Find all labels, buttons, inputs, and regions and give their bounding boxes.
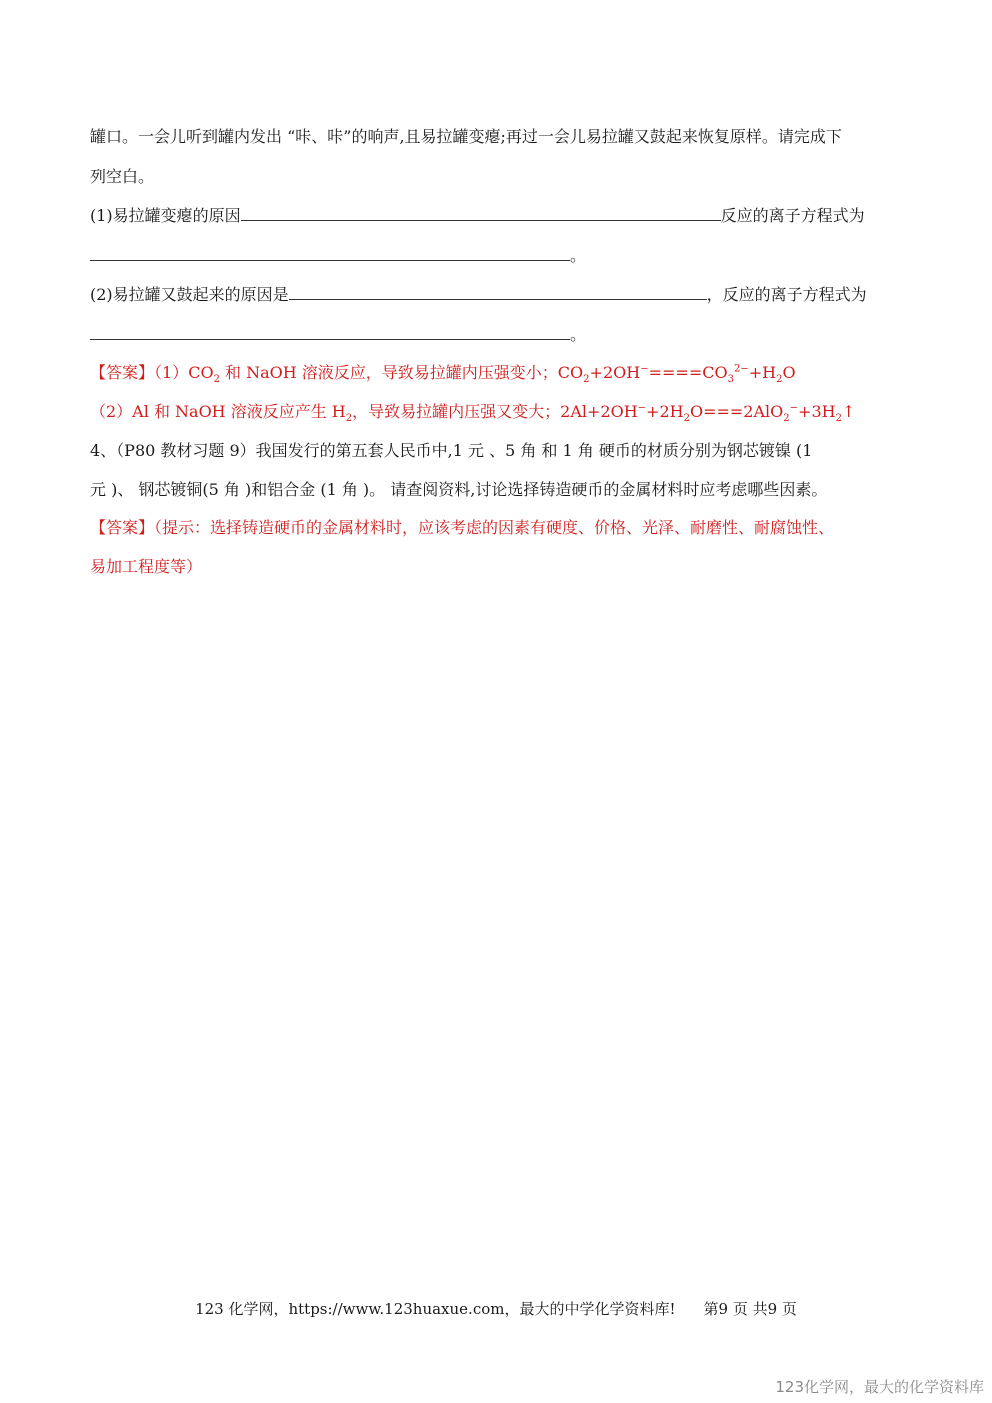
answer-label: 【答案】 — [90, 363, 155, 382]
answer-1-sup: − — [640, 363, 649, 375]
answer-2-text: +3H — [798, 402, 836, 421]
answer-2-text: +2H — [646, 402, 684, 421]
answer-1-sub: 2 — [583, 374, 590, 386]
answer-1-text: +H — [748, 363, 777, 382]
answer-2-text: ，导致易拉罐内压强又变大；2Al+2OH — [352, 402, 638, 421]
answer-2-text: （2）Al 和 NaOH 溶液反应产生 H — [90, 402, 346, 421]
watermark: 123化学网，最大的化学资料库 — [775, 1378, 984, 1396]
answer-1-text: （1）CO — [154, 363, 214, 382]
answer-4-line-2: 易加工程度等） — [90, 557, 203, 576]
answer-1-text: +2OH — [589, 363, 641, 382]
intro-line-1: 罐口。一会儿听到罐内发出 “咔、咔”的响声,且易拉罐变瘪;再过一会儿易拉罐又鼓起来恢复原样。请完成下 — [90, 127, 842, 146]
answer-2 — [90, 401, 855, 423]
answer-1-text: 和 NaOH 溶液反应，导致易拉罐内压强变小；CO — [219, 363, 584, 382]
question-4-line-2: 元 )、 钢芯镀铜(5 角 )和铝合金 (1 角 )。 请查阅资料,讨论选择铸造硬币的金属材料时应考虑哪些因素。 — [90, 480, 828, 499]
answer-1-sub: 2 — [213, 374, 220, 386]
answer-2-sub: 2 — [835, 413, 842, 425]
question-2-blank — [289, 283, 707, 300]
question-1 — [90, 204, 865, 227]
answer-2-sub: 2 — [683, 413, 690, 425]
answer-1-sub: 3 — [727, 374, 734, 386]
question-1-suffix: 反应的离子方程式为 — [720, 206, 865, 225]
answer-1-text: ====CO — [648, 363, 728, 382]
answer-2-sub: 2 — [345, 413, 353, 425]
question-1-prefix: (1)易拉罐变瘪的原因 — [90, 206, 241, 225]
answer-1-sup: 2− — [733, 363, 749, 375]
answer-2-text: O===2AlO — [689, 402, 784, 421]
intro-line-2: 列空白。 — [90, 167, 155, 186]
question-1-equation — [90, 244, 586, 267]
answer-2-sub: 2 — [783, 413, 790, 425]
question-2-equation-blank — [90, 323, 570, 340]
question-2-end: 。 — [570, 325, 587, 344]
answer-4-line-1 — [90, 517, 834, 539]
answer-2-sup: − — [637, 402, 647, 414]
question-2 — [90, 283, 867, 306]
footer-page-number: 第9 页 共9 页 — [703, 1300, 797, 1318]
question-1-end: 。 — [570, 246, 587, 265]
question-1-blank — [241, 204, 721, 221]
answer-2-sup: − — [789, 402, 799, 414]
question-4-line-1: 4、（P80 教材习题 9）我国发行的第五套人民币中,1 元 、5 角 和 1 角 硬币的材质分别为钢芯镀镍 (1 — [90, 441, 813, 460]
answer-4-label: 【答案】 — [90, 518, 155, 537]
answer-1-text: O — [782, 363, 796, 382]
answer-2-text: ↑ — [841, 402, 856, 421]
answer-1-sub: 2 — [776, 374, 783, 386]
page-footer — [0, 1298, 992, 1319]
answer-1 — [90, 362, 796, 384]
footer-text: 123 化学网，https://www.123huaxue.com，最大的中学化学资料库! — [195, 1300, 676, 1318]
question-1-equation-blank — [90, 244, 570, 261]
question-2-prefix: (2)易拉罐又鼓起来的原因是 — [90, 285, 289, 304]
question-2-suffix: ，反应的离子方程式为 — [706, 285, 867, 304]
question-2-equation — [90, 323, 586, 346]
answer-4-text: （提示：选择铸造硬币的金属材料时，应该考虑的因素有硬度、价格、光泽、耐磨性、耐腐蚀性、 — [154, 518, 835, 537]
